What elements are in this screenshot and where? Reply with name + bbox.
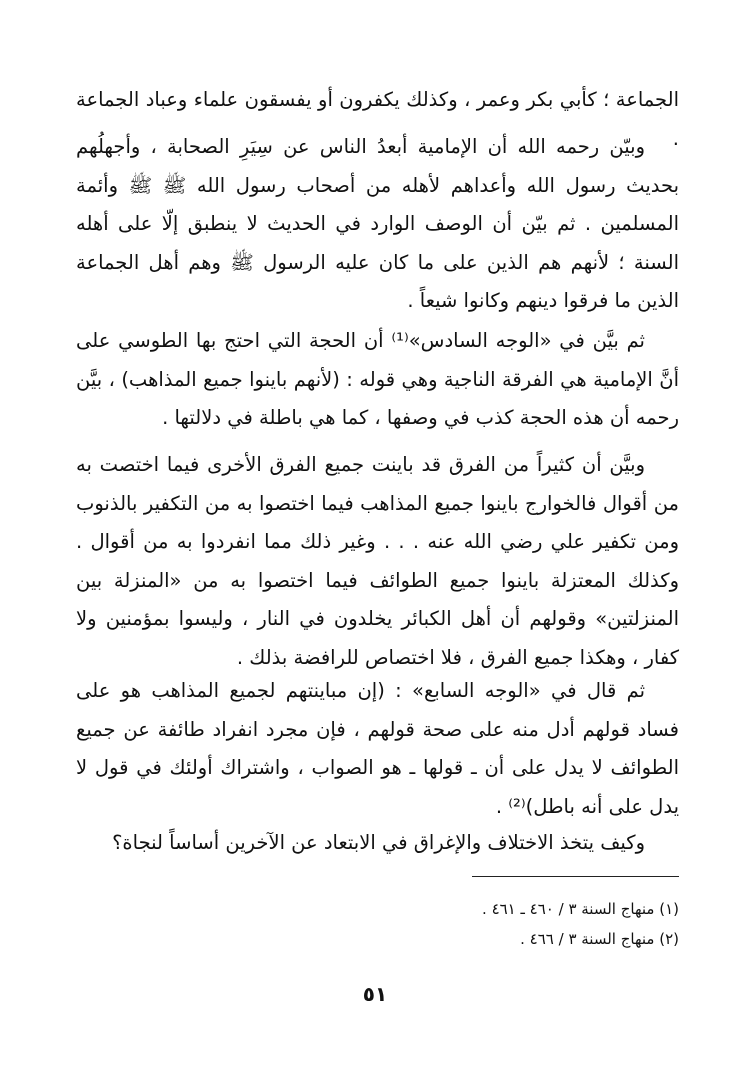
- paragraph-seventh-aspect: ثم قال في «الوجه السابع» : (إن مباينتهم لجميع المذاهب هو على فساد قولهم أدل منه على صحة قولهم ، فإن مجرد انفراد طائفة عن جميع الطوائف لا يدل على أن ـ قولها ـ هو الصواب ، واشتراك أولئك في قول لا يدل على أنه باطل)⁽²⁾ .: [76, 679, 679, 818]
- footnotes: [300, 894, 679, 954]
- footnote-1: (١) منهاج السنة ٣ / ٤٦٠ ـ ٤٦١ .: [482, 900, 679, 918]
- paragraph-continuation: الجماعة ؛ كأبي بكر وعمر ، وكذلك يكفرون أو يفسقون علماء وعباد الجماعة .: [76, 88, 679, 150]
- paragraph-imamiyya: وبيّن رحمه الله أن الإمامية أبعدُ الناس عن سِيَرِ الصحابة ، وأجهلُهم بحديث رسول الله وأعداهم لأهله من أصحاب رسول الله ﷺ ﷺ وأئمة المسلمين . ثم بيّن أن الوصف الوارد في الحديث لا ينطبق إلّا على أهله السنة ؛ لأنهم هم الذين على ما كان عليه الرسول ﷺ وهم أهل الجماعة الذين ما فرقوا دينهم وكانوا شيعاً .: [76, 135, 679, 312]
- footnote-2: (٢) منهاج السنة ٣ / ٤٦٦ .: [520, 930, 679, 948]
- paragraph-sixth-aspect: ثم بيَّن في «الوجه السادس»⁽¹⁾ أن الحجة التي احتج بها الطوسي على أنَّ الإمامية هي الفرقة الناجية وهي قوله : (لأنهم باينوا جميع المذاهب) ، بيَّن رحمه أن هذه الحجة كذب في وصفها ، كما هي باطلة في دلالتها .: [76, 329, 679, 429]
- page-number: ٥١: [362, 982, 388, 1006]
- paragraph-sects-differ: وبيَّن أن كثيراً من الفرق قد باينت جميع الفرق الأخرى فيما اختصت به من أقوال فالخوارج باينوا جميع المذاهب فيما اختصوا به من التكفير بالذنوب ومن تكفير علي رضي الله عنه . . . وغير ذلك مما انفردوا به من أقوال . وكذلك المعتزلة باينوا جميع الطوائف فيما اختصوا به من «المنزلة بين المنزلتين» وقولهم أن أهل الكبائر يخلدون في النار ، وليسوا بمؤمنين ولا كفار ، وهكذا جميع الفرق ، فلا اختصاص للرافضة بذلك .: [76, 453, 679, 669]
- paragraph-question: وكيف يتخذ الاختلاف والإغراق في الابتعاد عن الآخرين أساساً لنجاة؟: [112, 831, 645, 854]
- footnote-divider: [472, 876, 679, 877]
